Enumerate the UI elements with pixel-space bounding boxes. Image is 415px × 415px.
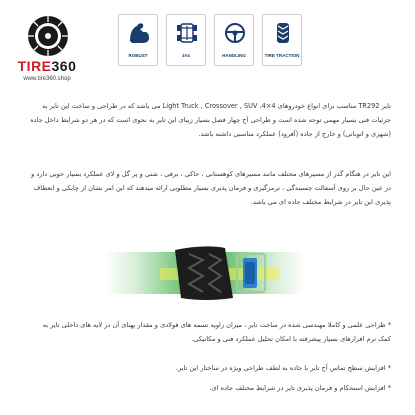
logo-wordmark [8,58,86,74]
logo-text-tire: TIRE [17,58,52,74]
feature-label: ROBUST [128,53,148,58]
site-url[interactable]: www.tire360.shop [23,76,71,82]
feature-label: TIRE TRACTION [264,53,300,58]
tire-logo-icon [26,14,70,58]
brand-logo[interactable] [8,14,86,84]
feature-robust [118,14,158,66]
intro-paragraph: تایر TR292 مناسب برای انواع خودروهای 4×4، Light Truck , Crossover , SUV می باشد که در طراحی و ساخت این تایر به جزئیات فنی بسیار مهمی توجه شده است و طراحی آج چهار فصل بسیار زیبای این تایر به نحوی است که در هر دو شرایط داخل جاده (شهری و اتوبانی) و خارج از جاده (آفرود) عملکرد مناسبی داشته باشد. [30,102,391,138]
logo-text-360: 360 [51,58,77,74]
robust-arm-icon [119,15,159,51]
offroad-paragraph: این تایر در هنگام گذر از مسیرهای مختلف مانند مسیرهای کوهستانی ، خاکی ، برفی ، شنی و پر گل و لای عملکرد بسیار خوبی دارد و در عین حال بر روی آسفالت چسبندگی ، ترمزگیری و فرمان پذیری بسیار مطلوبی ارائه میدهند که این امر نشان از چابکی و انعطاف پذیری این تایر در شرایط مختلف جاده ای می باشد. [31,170,391,206]
bullet-engineering: * طراحی علمی و کاملا مهندسی شده در ساخت تایر ، میزان زاویه تسمه های فولادی و مقدار پهنای آن در لایه های داخلی تایر به کمک نرم افزارهای بسیار پیشرفته با امکان تحلیل عملکرد فنی و مکانیکی. [42,321,391,343]
bullet-contact-area: * افزایش سطح تماس آج تایر با جاده به لطف طراحی ویژه در ساختار این تایر. [175,364,391,372]
feature-handling [214,14,254,66]
bullet-strength: * افزایش استحکام و فرمان پذیری تایر در شرایط مختلف جاده ای. [209,384,391,392]
tire-footprint-image [105,244,305,302]
steering-wheel-icon [215,15,255,51]
feature-label: HANDLING [222,53,246,58]
feature-badges [118,14,302,66]
tire-traction-icon [263,15,303,51]
feature-4x4 [166,14,206,66]
feature-tire-traction [262,14,302,66]
four-by-four-icon [167,15,207,51]
feature-label: 4×4 [182,53,190,58]
